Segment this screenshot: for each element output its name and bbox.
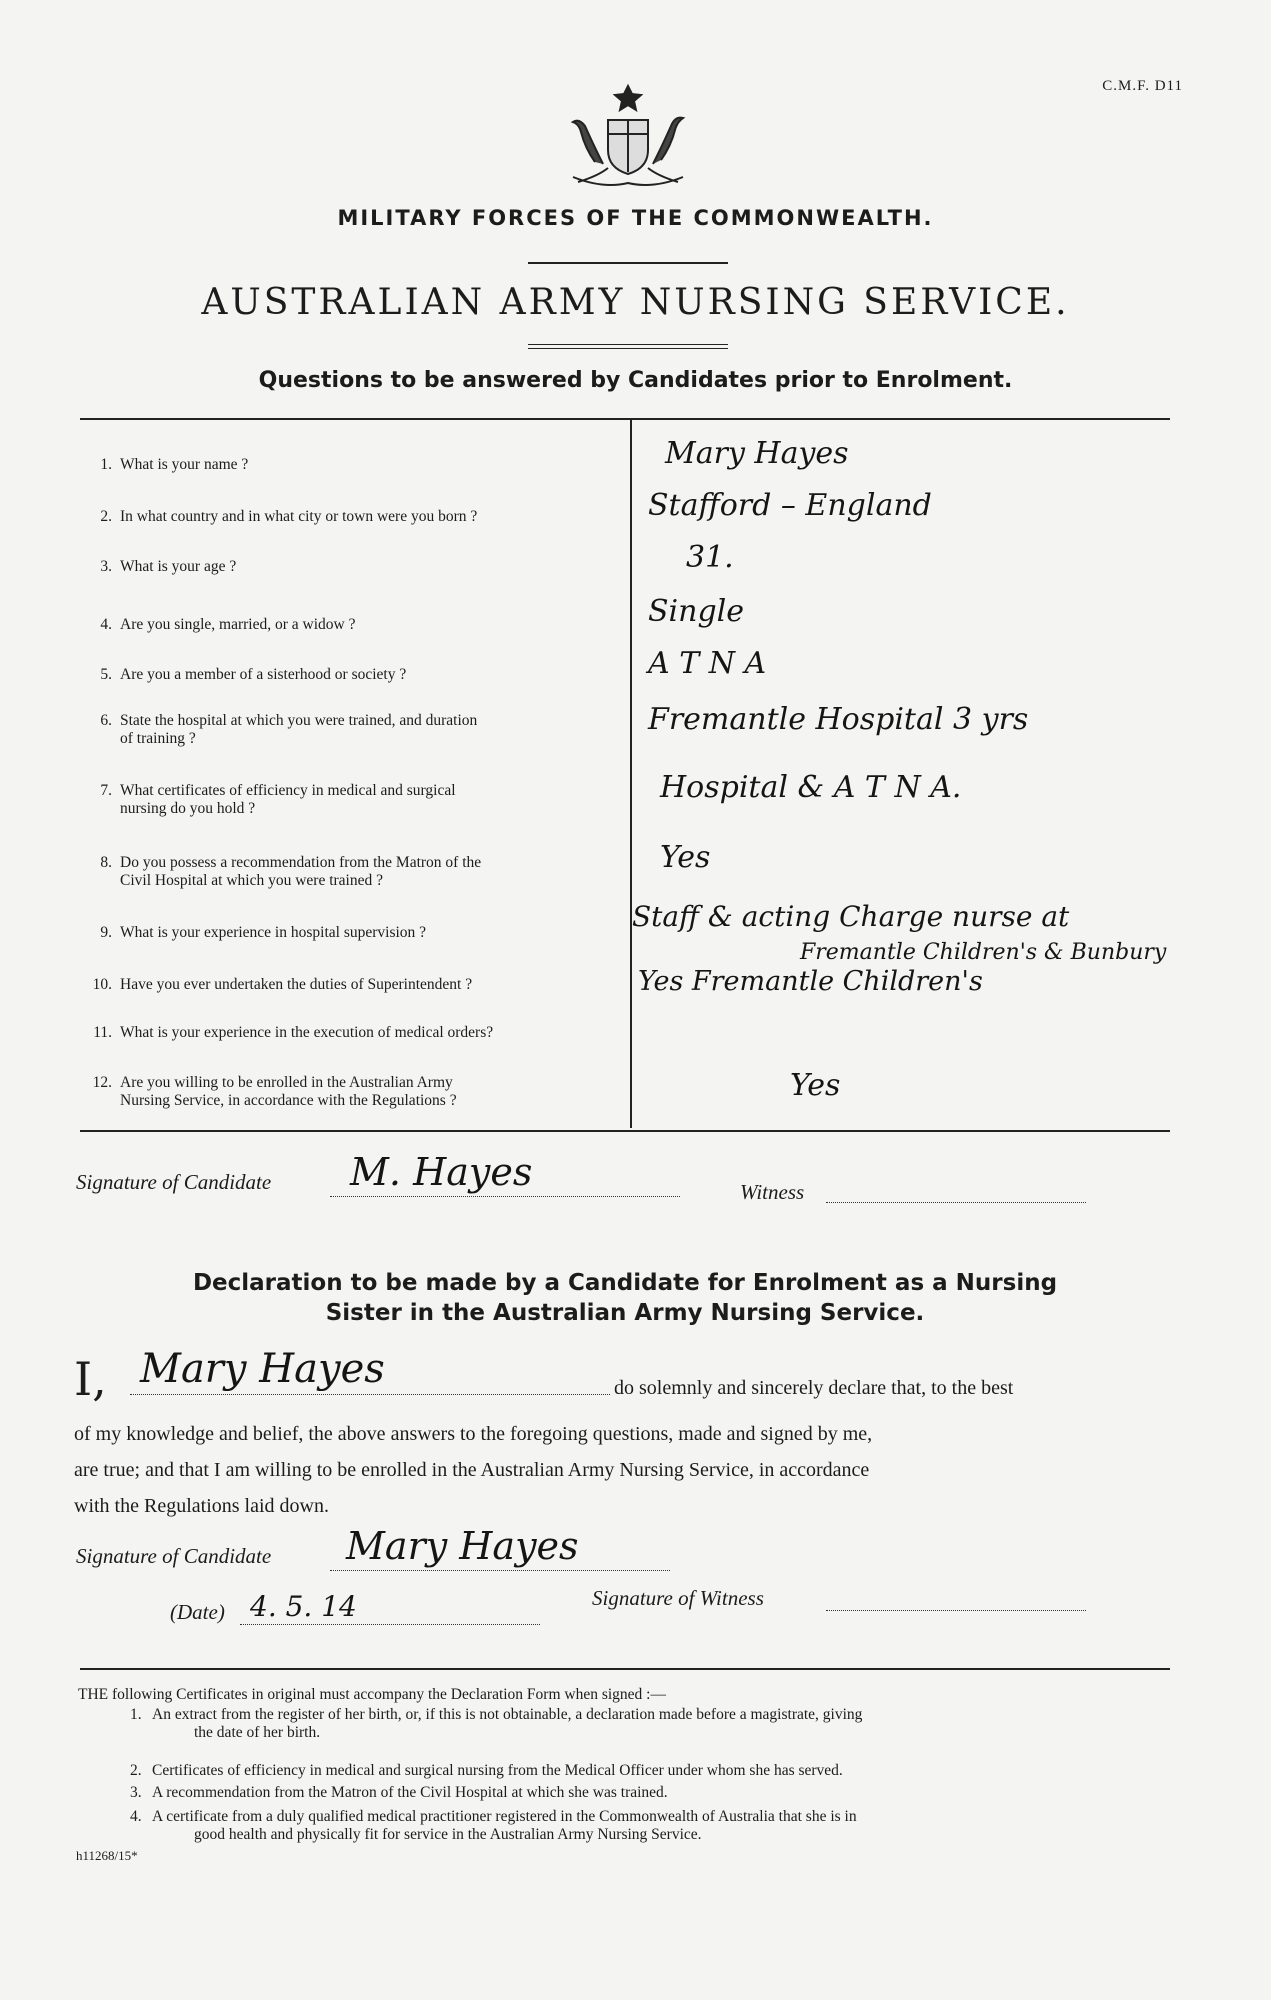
question-11: 11. What is your experience in the execution of medical orders? <box>93 1024 494 1041</box>
declarant-name-line <box>130 1394 610 1395</box>
answer-4: Single <box>648 594 745 629</box>
declaration-opening: I, <box>74 1352 107 1406</box>
answer-5: A T N A <box>648 646 767 681</box>
declaration-line-4: with the Regulations laid down. <box>74 1495 329 1517</box>
question-8: 8. Do you possess a recommendation from the Matron of the Civil Hospital at which you were trained ? <box>100 854 482 889</box>
notes-rule <box>80 1668 1170 1670</box>
answer-1: Mary Hayes <box>665 436 849 471</box>
organization-heading: MILITARY FORCES OF THE COMMONWEALTH. <box>337 206 934 230</box>
candidate-signature-label: Signature of Candidate <box>76 1170 272 1194</box>
declaration-witness-line <box>826 1610 1086 1611</box>
print-code: h11268/15* <box>76 1848 138 1863</box>
date-value: 4. 5. 14 <box>250 1590 357 1623</box>
form-title: AUSTRALIAN ARMY NURSING SERVICE. <box>201 282 1070 323</box>
date-line <box>240 1624 540 1625</box>
form-code: C.M.F. D11 <box>1102 78 1183 94</box>
declaration-candidate-signature: Mary Hayes <box>346 1524 579 1568</box>
question-1: 1. What is your name ? <box>100 456 249 473</box>
answer-9: Staff & acting Charge nurse at <box>632 900 1070 933</box>
declaration-heading: Declaration to be made by a Candidate for Enrolment as a Nursing Sister in the Australian Army Nursing Service. <box>192 1270 1058 1326</box>
question-5: 5. Are you a member of a sisterhood or society ? <box>100 666 407 683</box>
question-2: 2. In what country and in what city or town were you born ? <box>100 508 478 525</box>
answer-3: 31. <box>686 540 734 575</box>
answer-10: Yes Fremantle Children's <box>638 966 983 997</box>
coat-of-arms-icon <box>553 82 703 192</box>
answer-8: Yes <box>660 840 711 875</box>
answer-10-insert: Fremantle Children's & Bunbury <box>800 940 1167 965</box>
table-bottom-rule <box>80 1130 1170 1132</box>
question-9: 9. What is your experience in hospital supervision ? <box>100 924 427 941</box>
date-label: (Date) <box>170 1600 225 1624</box>
answer-6: Fremantle Hospital 3 yrs <box>648 702 1029 737</box>
divider <box>528 262 728 264</box>
question-6: 6. State the hospital at which you were trained, and duration of training ? <box>100 712 478 747</box>
question-7: 7. What certificates of efficiency in medical and surgical nursing do you hold ? <box>100 782 456 817</box>
candidate-signature-line <box>330 1196 680 1197</box>
question-4: 4. Are you single, married, or a widow ? <box>100 616 356 633</box>
witness-line <box>826 1202 1086 1203</box>
declaration-witness-label: Signature of Witness <box>592 1586 764 1610</box>
declaration-line-2: of my knowledge and belief, the above answers to the foregoing questions, made and signed by me, <box>74 1423 873 1445</box>
question-10: 10. Have you ever undertaken the duties of Superintendent ? <box>92 976 473 993</box>
declarant-name: Mary Hayes <box>140 1346 385 1392</box>
double-divider <box>528 344 728 349</box>
notes-intro: THE following Certificates in original must accompany the Declaration Form when signed :— <box>78 1686 666 1703</box>
candidate-signature: M. Hayes <box>350 1150 533 1194</box>
answer-2: Stafford – England <box>648 488 932 523</box>
witness-label: Witness <box>740 1180 805 1204</box>
form-subtitle: Questions to be answered by Candidates prior to Enrolment. <box>258 368 1013 393</box>
question-3: 3. What is your age ? <box>100 558 237 575</box>
answer-12: Yes <box>790 1068 841 1103</box>
declaration-line-1: do solemnly and sincerely declare that, to the best <box>614 1377 1014 1399</box>
declaration-candidate-label: Signature of Candidate <box>76 1544 272 1568</box>
note-item: 3. A recommendation from the Matron of the Civil Hospital at which she was trained. <box>130 1784 668 1801</box>
table-column-divider <box>630 418 632 1128</box>
answer-7: Hospital & A T N A. <box>660 770 962 805</box>
note-item: 4. A certificate from a duly qualified medical practitioner registered in the Commonwealth of Australia that she is in good health and physically fit for service in the Australian Army Nursing Service. <box>130 1808 857 1843</box>
declaration-line-3: are true; and that I am willing to be enrolled in the Australian Army Nursing Service, in accordance <box>74 1459 870 1481</box>
note-item: 1. An extract from the register of her birth, or, if this is not obtainable, a declaration made before a magistrate, giving the date of her birth. <box>130 1706 863 1741</box>
note-item: 2. Certificates of efficiency in medical and surgical nursing from the Medical Officer under whom she has served. <box>130 1762 843 1779</box>
question-12: 12. Are you willing to be enrolled in the Australian Army Nursing Service, in accordance with the Regulations ? <box>92 1074 457 1109</box>
declaration-candidate-line <box>330 1570 670 1571</box>
table-top-rule <box>80 418 1170 420</box>
